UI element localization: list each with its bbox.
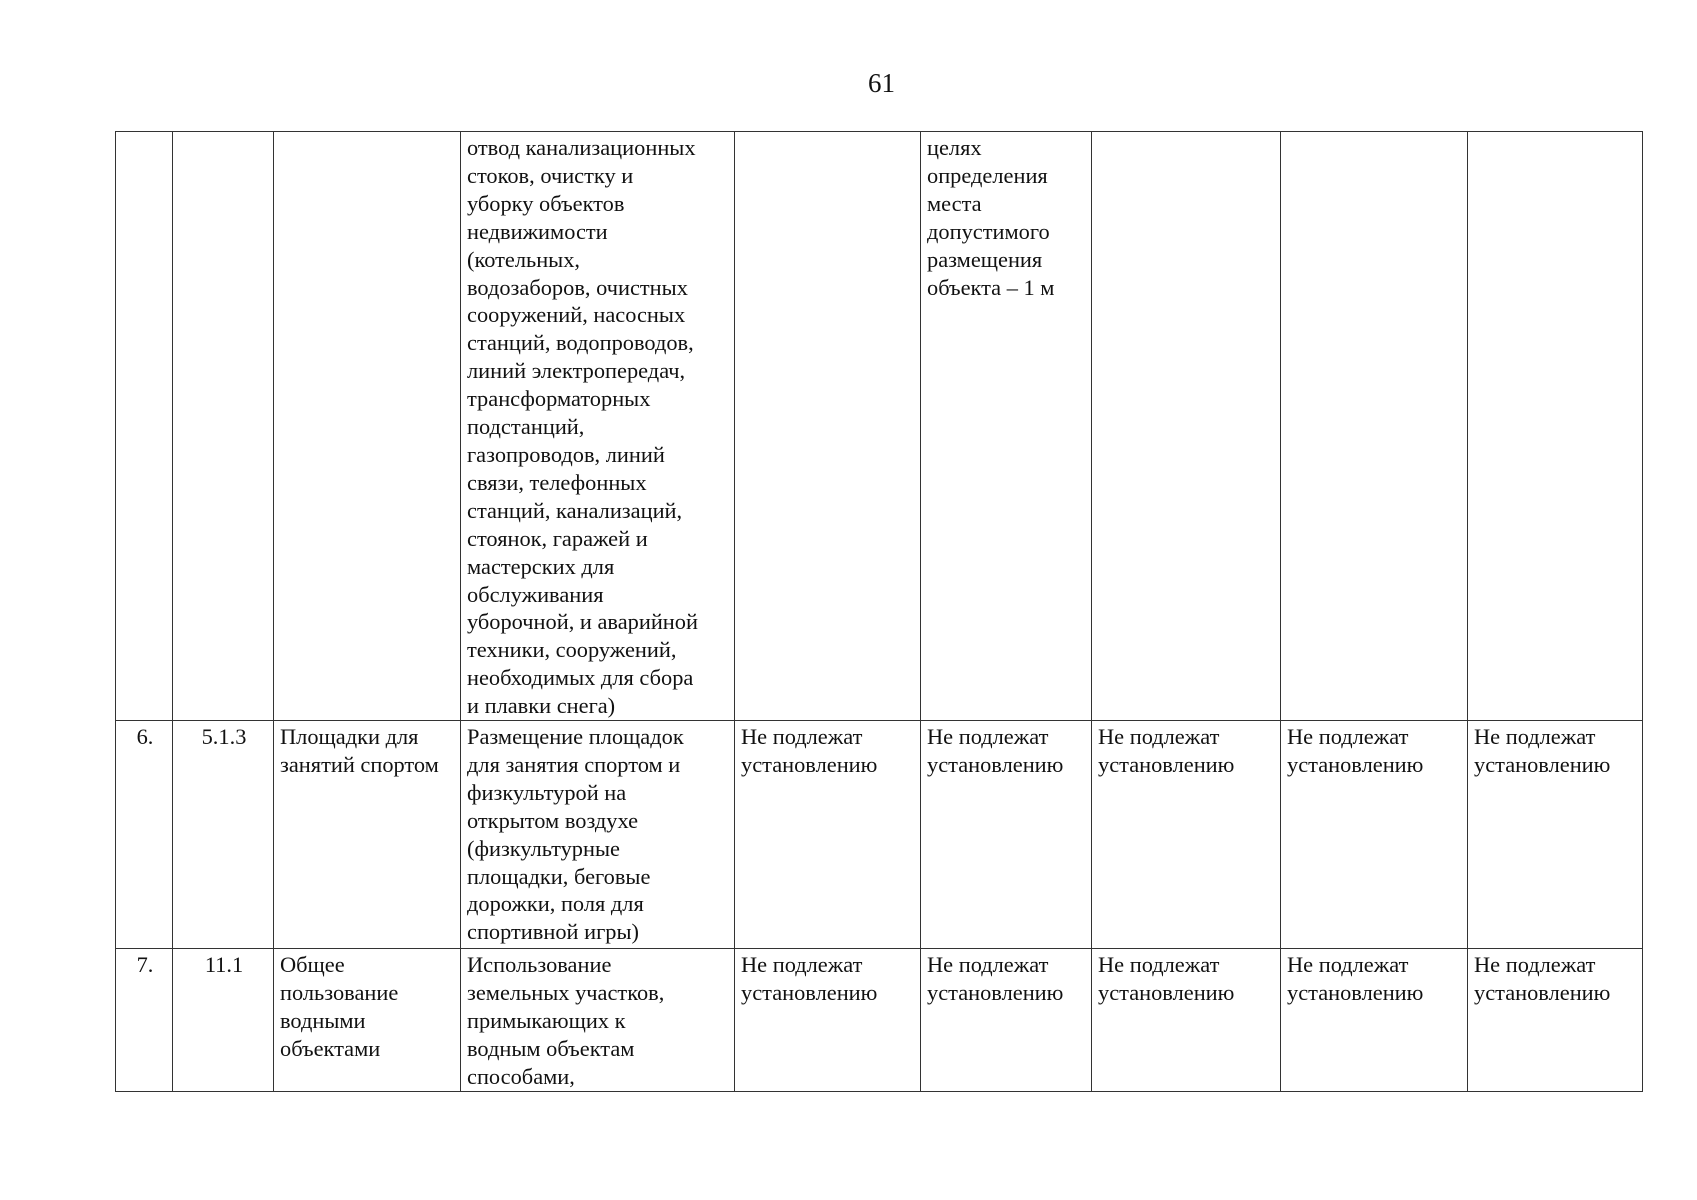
param-cell-2: Не подлежат установлению	[921, 949, 1092, 1092]
param-cell-2: целях определения места допустимого размещения объекта – 1 м	[921, 132, 1092, 721]
param-cell-5	[1468, 132, 1643, 721]
land-use-table	[115, 131, 1643, 1092]
param-cell-4	[1281, 132, 1468, 721]
use-code-cell: 5.1.3	[173, 721, 274, 949]
param-cell-3	[1092, 132, 1281, 721]
use-description-cell: Использование земельных участков, примыкающих к водным объектам способами,	[461, 949, 735, 1092]
param-cell-1: Не подлежат установлению	[735, 949, 921, 1092]
param-cell-3: Не подлежат установлению	[1092, 949, 1281, 1092]
row-number-cell: 6.	[116, 721, 173, 949]
page-number: 61	[868, 68, 895, 98]
table-row	[116, 949, 1643, 1092]
param-cell-3: Не подлежат установлению	[1092, 721, 1281, 949]
table-row	[116, 132, 1643, 721]
param-cell-5: Не подлежат установлению	[1468, 949, 1643, 1092]
use-code-cell	[173, 132, 274, 721]
use-name-cell: Площадки для занятий спортом	[274, 721, 461, 949]
row-number-cell	[116, 132, 173, 721]
param-cell-1	[735, 132, 921, 721]
param-cell-2: Не подлежат установлению	[921, 721, 1092, 949]
use-description-cell: Размещение площадок для занятия спортом и физкультурой на открытом воздухе (физкультурные площадки, беговые дорожки, поля для спортивной игры)	[461, 721, 735, 949]
use-description-cell: отвод канализационных стоков, очистку и уборку объектов недвижимости (котельных, водозаборов, очистных сооружений, насосных станций, водопроводов, линий электропередач, трансформаторных подстанций, газопроводов, линий связи, телефонных станций, канализаций, стоянок, гаражей и мастерских для обслуживания уборочной, и аварийной техники, сооружений, необходимых для сбора и плавки снега)	[461, 132, 735, 721]
table-row	[116, 721, 1643, 949]
param-cell-5: Не подлежат установлению	[1468, 721, 1643, 949]
param-cell-1: Не подлежат установлению	[735, 721, 921, 949]
use-name-cell	[274, 132, 461, 721]
use-code-cell: 11.1	[173, 949, 274, 1092]
param-cell-4: Не подлежат установлению	[1281, 949, 1468, 1092]
use-name-cell: Общее пользование водными объектами	[274, 949, 461, 1092]
row-number-cell: 7.	[116, 949, 173, 1092]
param-cell-4: Не подлежат установлению	[1281, 721, 1468, 949]
